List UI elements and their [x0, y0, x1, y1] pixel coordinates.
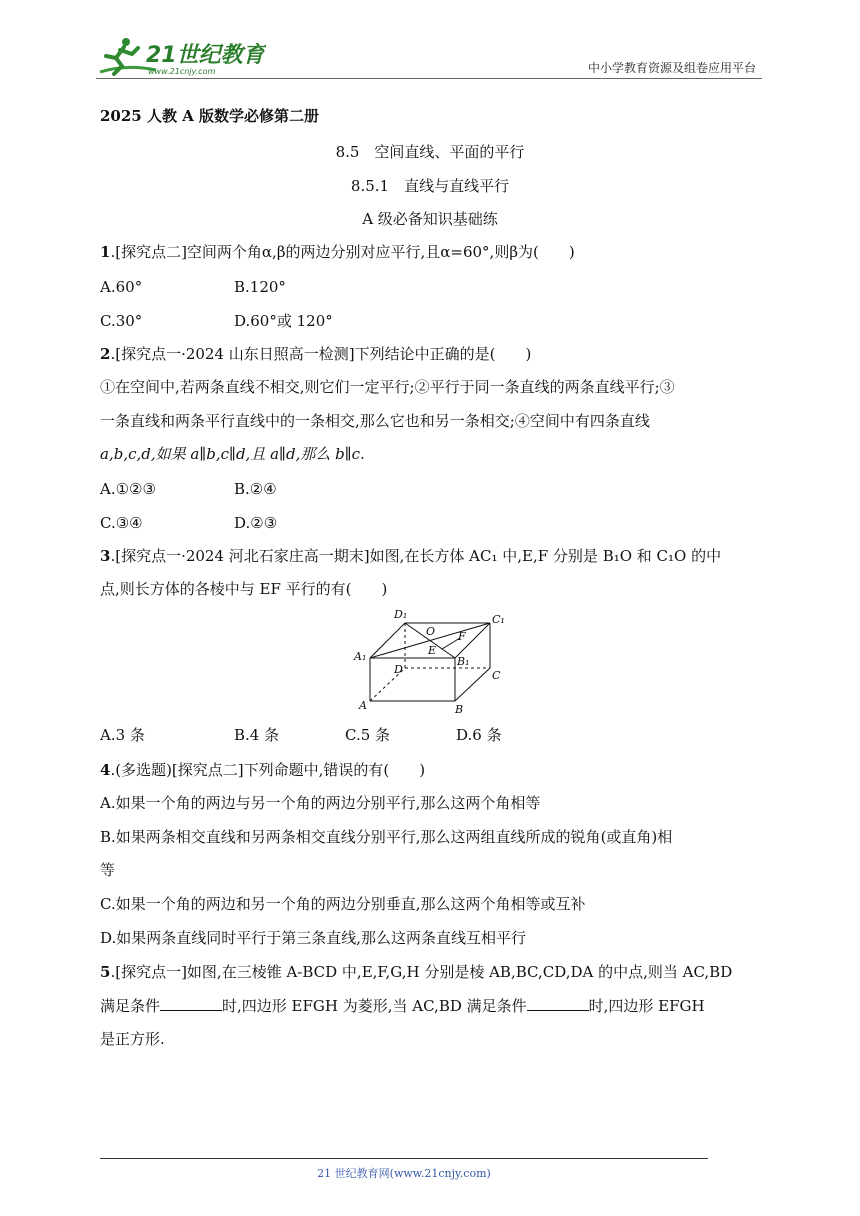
option-a: A.①②③ [100, 480, 156, 498]
option-b: B.120° [234, 278, 286, 296]
header-divider [96, 78, 762, 79]
option-d: D.②③ [234, 514, 278, 532]
label-d: D [394, 663, 403, 676]
label-a: A [359, 699, 367, 712]
question-text: [探究点一]如图,在三棱锥 A-BCD 中,E,F,G,H 分别是棱 AB,BC,CD,DA 的中点,则当 AC,BD [115, 963, 733, 981]
option-d: D.6 条 [456, 726, 502, 744]
answer-blank-1[interactable] [160, 996, 222, 1011]
question-text-line [100, 996, 705, 1016]
label-b: B [455, 703, 464, 716]
question-number: 1 [100, 243, 111, 261]
question-text: [探究点一·2024 河北石家庄高一期末]如图,在长方体 AC₁ 中,E,F 分别是 B₁O 和 C₁O 的中 [115, 547, 722, 565]
runner-logo-icon [96, 34, 266, 80]
cuboid-diagram [350, 603, 510, 717]
question-3: 3.[探究点一·2024 河北石家庄高一期末]如图,在长方体 AC₁ 中,E,F 分别是 B₁O 和 C₁O 的中 [100, 547, 722, 565]
text-part: 时,四边形 EFGH [588, 997, 705, 1015]
question-text-line: 是正方形. [100, 1030, 165, 1048]
logo-text: 21世纪教育 [146, 43, 265, 68]
logo-url: www.21cnjy.com [148, 67, 216, 76]
edge-bc [455, 668, 490, 701]
text-part: 时,四边形 EFGH 为菱形,当 AC,BD 满足条件 [222, 997, 527, 1015]
question-2: 2.[探究点一·2024 山东日照高一检测]下列结论中正确的是( ) [100, 345, 532, 363]
label-b1: B₁ [457, 655, 470, 668]
label-e: E [428, 644, 437, 657]
option-a: A.60° [100, 278, 143, 296]
question-text-line: 点,则长方体的各棱中与 EF 平行的有( ) [100, 580, 388, 598]
label-c: C [492, 669, 501, 682]
statement-b-cont: 等 [100, 861, 116, 879]
question-number: 5 [100, 963, 111, 981]
label-a1: A₁ [354, 650, 367, 663]
question-4: 4.(多选题)[探究点二]下列命题中,错误的有( ) [100, 761, 426, 779]
question-text-line: 一条直线和两条平行直线中的一条相交,那么它也和另一条相交;④空间中有四条直线 [100, 412, 650, 430]
section-title: 8.5 空间直线、平面的平行 [335, 143, 525, 161]
site-logo [96, 34, 266, 80]
option-c: C.5 条 [345, 726, 391, 744]
question-text-line: a,b,c,d,如果 a∥b,c∥d,且 a∥d,那么 b∥c. [100, 445, 365, 463]
label-o: O [426, 625, 436, 638]
platform-name: 中小学教育资源及组卷应用平台 [587, 61, 756, 75]
label-f: F [458, 630, 466, 643]
option-b: B.②④ [234, 480, 277, 498]
label-d1: D₁ [394, 608, 408, 621]
statement-a: A.如果一个角的两边与另一个角的两边分别平行,那么这两个角相等 [100, 794, 541, 812]
question-number: 4 [100, 761, 111, 779]
question-5: 5.[探究点一]如图,在三棱锥 A-BCD 中,E,F,G,H 分别是棱 AB,BC,CD,DA 的中点,则当 AC,BD [100, 963, 733, 981]
footer-text[interactable]: 21 世纪教育网(www.21cnjy.com) [317, 1167, 491, 1180]
cuboid-figure [350, 603, 510, 717]
question-text: [探究点二]空间两个角α,β的两边分别对应平行,且α=60°,则β为( ) [115, 243, 575, 261]
question-text: [探究点一·2024 山东日照高一检测]下列结论中正确的是( ) [115, 345, 532, 363]
level-title: A 级必备知识基础练 [362, 210, 498, 228]
option-c: C.③④ [100, 514, 143, 532]
book-title: 2025 人教 A 版数学必修第二册 [100, 107, 320, 125]
text-part: 满足条件 [100, 997, 161, 1015]
option-b: B.4 条 [234, 726, 280, 744]
question-text-line: ①在空间中,若两条直线不相交,则它们一定平行;②平行于同一条直线的两条直线平行;③ [100, 378, 675, 396]
option-c: C.30° [100, 312, 143, 330]
question-number: 3 [100, 547, 111, 565]
footer-divider [100, 1158, 708, 1159]
subsection-title: 8.5.1 直线与直线平行 [350, 177, 510, 195]
label-c1: C₁ [492, 613, 505, 626]
question-1: 1.[探究点二]空间两个角α,β的两边分别对应平行,且α=60°,则β为( ) [100, 243, 575, 261]
question-number: 2 [100, 345, 111, 363]
answer-blank-2[interactable] [527, 996, 589, 1011]
option-a: A.3 条 [100, 726, 145, 744]
statement-d: D.如果两条直线同时平行于第三条直线,那么这两条直线互相平行 [100, 929, 527, 947]
statement-c: C.如果一个角的两边和另一个角的两边分别垂直,那么这两个角相等或互补 [100, 895, 586, 913]
option-d: D.60°或 120° [234, 312, 333, 330]
statement-b: B.如果两条相交直线和另两条相交直线分别平行,那么这两组直线所成的锐角(或直角)相 [100, 828, 673, 846]
question-text: (多选题)[探究点二]下列命题中,错误的有( ) [115, 761, 426, 779]
